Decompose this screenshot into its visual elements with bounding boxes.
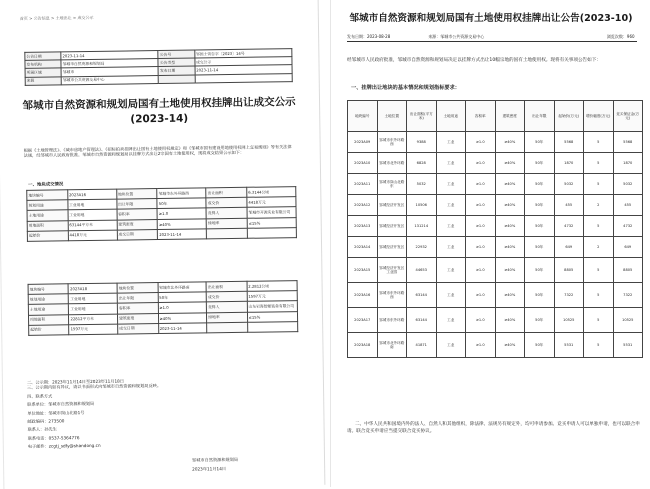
table-cell: ≥40% bbox=[495, 308, 525, 333]
table-cell: 2023A11 bbox=[348, 174, 378, 195]
parcel-field-label: 规划用途 bbox=[27, 200, 68, 211]
table-cell: 2023A18 bbox=[348, 333, 378, 358]
table-cell: 50年 bbox=[525, 333, 555, 358]
meta-value: 邹城市公共资源交易中心 bbox=[61, 75, 158, 85]
table-cell: ≥1.0 bbox=[466, 153, 496, 174]
right-publish-date: 发布日期：2023-08-28 bbox=[347, 34, 391, 39]
right-meta-line bbox=[347, 34, 637, 42]
table-cell: ≥40% bbox=[495, 333, 525, 358]
parcel-field-value: ≥1.0 bbox=[158, 302, 207, 313]
parcel-field-value: 63144平方米 bbox=[68, 220, 117, 231]
table-cell: ≥40% bbox=[495, 283, 525, 308]
parcel-field-value: 工业用地 bbox=[68, 199, 117, 210]
table-cell: 5 bbox=[584, 258, 614, 283]
table-cell: 50年 bbox=[525, 308, 555, 333]
table-cell: 邹城市东外环路 bbox=[377, 308, 407, 333]
table-cell: 50年 bbox=[525, 174, 555, 195]
table-cell: 5531 bbox=[613, 333, 643, 358]
table-header-cell: 土地位置 bbox=[377, 101, 407, 132]
table-cell: ≥1.0 bbox=[466, 216, 496, 237]
table-cell: 2023A16 bbox=[348, 283, 378, 308]
parcel-field-label: 规划用途 bbox=[28, 294, 69, 305]
parcel-field-label: 成交价 bbox=[206, 291, 247, 302]
parcel-field-label: 成交日期 bbox=[118, 323, 159, 334]
table-cell: 2023A09 bbox=[348, 132, 378, 153]
parcel-field-label: 竞得人 bbox=[206, 208, 247, 219]
parcel-field-label: 地块编号 bbox=[28, 284, 69, 295]
parcel-field-value: 50年 bbox=[157, 198, 206, 209]
table-cell: 10525 bbox=[613, 308, 643, 333]
table-cell: 50年 bbox=[525, 195, 555, 216]
parcel-field-label: 成交价 bbox=[206, 197, 247, 208]
table-cell: 1870 bbox=[554, 153, 584, 174]
table-cell: 2023A13 bbox=[348, 216, 378, 237]
table-cell: 455 bbox=[554, 195, 584, 216]
parcel-field-label: 起始价 bbox=[27, 231, 68, 242]
table-cell: 邹城市北外环路 bbox=[377, 153, 407, 174]
table-cell: 649 bbox=[554, 237, 584, 258]
table-cell: 5 bbox=[584, 132, 614, 153]
parcel-field-value: ≤15% bbox=[247, 311, 298, 322]
table-cell: 邹城经济开发区 bbox=[377, 237, 407, 258]
table-cell: ≥40% bbox=[495, 216, 525, 237]
parcel-field-label: 成交日期 bbox=[117, 229, 158, 240]
table-cell: ≥40% bbox=[495, 258, 525, 283]
parcel-field-value: ≥1.0 bbox=[157, 208, 206, 219]
table-cell: 22932 bbox=[407, 237, 437, 258]
meta-label: 公告日期 bbox=[25, 52, 61, 61]
parcel-field-label: 出让年限 bbox=[117, 293, 158, 304]
table-cell: 工业 bbox=[436, 216, 466, 237]
table-cell: 5 bbox=[584, 216, 614, 237]
right-parcel-table bbox=[347, 100, 643, 358]
parcel-field-value: 工业用地 bbox=[69, 293, 118, 304]
table-cell: 649 bbox=[613, 237, 643, 258]
parcel-field-label: 建筑密度 bbox=[118, 313, 159, 324]
table-cell: 7322 bbox=[554, 283, 584, 308]
table-cell: 455 bbox=[613, 195, 643, 216]
table-header-cell: 地块编号 bbox=[348, 101, 378, 132]
table-row bbox=[348, 333, 643, 358]
right-source: 来源：邹城市公共资源交易中心 bbox=[428, 34, 485, 39]
parcel-field-label: 绿地率 bbox=[206, 218, 247, 229]
parcel-field-label: 出让年限 bbox=[117, 199, 158, 210]
parcel-field-label: 地块位置 bbox=[116, 189, 157, 200]
table-cell: 63144 bbox=[407, 308, 437, 333]
table-cell: 2023A12 bbox=[348, 195, 378, 216]
parcel-field-value: ≥40% bbox=[157, 218, 206, 229]
table-cell: ≥40% bbox=[495, 174, 525, 195]
table-cell: ≥40% bbox=[495, 153, 525, 174]
breadcrumb: 首页 > 公告信息 > 土地出让 > 成交公示 bbox=[19, 14, 94, 21]
left-notes bbox=[27, 376, 298, 449]
parcel-field-value: ≤15% bbox=[247, 217, 296, 228]
parcel-field-value bbox=[247, 321, 298, 332]
right-title: 邹城市自然资源和规划局国有土地使用权挂牌出让公告(2023-10) bbox=[349, 13, 633, 24]
parcel-field-value: 邹城市北外环路南 bbox=[158, 282, 207, 293]
table-cell: 工业 bbox=[436, 132, 466, 153]
table-cell: ≥1.0 bbox=[466, 237, 496, 258]
meta-value: 2023-11-14 bbox=[61, 51, 158, 61]
parcel-field-label: 绿地率 bbox=[207, 312, 248, 323]
meta-label: 来源 bbox=[25, 76, 61, 85]
meta-label: 发布日期 bbox=[159, 66, 195, 75]
table-cell: 9388 bbox=[407, 132, 437, 153]
table-cell: ≥1.0 bbox=[466, 174, 496, 195]
left-note-line: 二、公示期：2023年11月14日至2023年11月18日 bbox=[26, 378, 125, 385]
left-section1-heading: 一、地块成交情况 bbox=[28, 182, 64, 188]
table-cell: 2 bbox=[584, 237, 614, 258]
table-row bbox=[348, 195, 643, 216]
table-cell: ≥40% bbox=[495, 237, 525, 258]
table-cell: 6828 bbox=[407, 153, 437, 174]
table-cell: 50年 bbox=[525, 153, 555, 174]
meta-label: 公告类型 bbox=[158, 58, 194, 67]
table-row bbox=[348, 132, 643, 153]
table-cell: 8805 bbox=[613, 258, 643, 283]
parcel-field-value: 邹城市开源实业有限公司 bbox=[247, 207, 296, 218]
table-cell: 工业 bbox=[436, 174, 466, 195]
table-row bbox=[348, 153, 643, 174]
table-cell: 工业 bbox=[436, 258, 466, 283]
table-cell: ≥1.0 bbox=[466, 132, 496, 153]
table-cell: 5 bbox=[584, 174, 614, 195]
table-cell: 7322 bbox=[613, 283, 643, 308]
parcel-field-label: 土地用途 bbox=[28, 304, 69, 315]
table-cell: 131214 bbox=[407, 216, 437, 237]
left-title-line2: (2023-14) bbox=[130, 112, 189, 126]
left-note-line: 三、公示期内如有异议，请以书面形式向邹城市自然资源和规划局反映。 bbox=[26, 383, 162, 391]
table-cell: 2023A15 bbox=[348, 258, 378, 283]
parcel-field-value: 邹城市东外环路西 bbox=[157, 188, 206, 199]
left-note-line: 四、联系方式 bbox=[27, 393, 53, 399]
left-note-line: 联系单位：邹城市自然资源和规划局 bbox=[27, 401, 95, 408]
left-intro-text: 根据《土地管理法》、《城市房地产管理法》、《招标拍卖挂牌出让国有土地使用权规定》和《邹城市国有建设用地使用权网上交易规则》等有关法律法规，经邹城市人民政府批准，邹城市自然资源和规划局以挂牌方式出让2宗国有土地使用权，现将成交结果公示如下： bbox=[23, 144, 292, 159]
left-parcel-table-2 bbox=[28, 280, 299, 336]
right-section1-heading: 一、挂牌出让地块的基本情况和规划指标要求： bbox=[351, 85, 460, 91]
table-cell: 5032 bbox=[554, 174, 584, 195]
parcel-field-label: 竞得人 bbox=[207, 302, 248, 313]
table-cell: 44653 bbox=[407, 258, 437, 283]
parcel-field-value: 2023-11-14 bbox=[158, 229, 207, 240]
parcel-field-label: 起始价 bbox=[29, 325, 70, 336]
right-note-paragraph: 二、中华人民共和国境内外的法人、自然人和其他组织，除法律、法规另有规定外，均可申请参加。竞买申请人可以单独申请，也可以联合申请。联合竞买申请应当提交联合竞买协议。 bbox=[347, 422, 640, 434]
meta-value: 2023-11-14 bbox=[195, 65, 293, 75]
meta-value: 成交公示 bbox=[195, 57, 293, 67]
table-cell: 4732 bbox=[613, 216, 643, 237]
table-header-cell: 容积率 bbox=[466, 101, 496, 132]
meta-label: 发布机构 bbox=[25, 60, 61, 69]
table-cell: 邹城市北外环路南 bbox=[377, 333, 407, 358]
parcel-field-label bbox=[207, 322, 248, 333]
table-cell: 50年 bbox=[525, 258, 555, 283]
parcel-field-value: 2.2812公顷 bbox=[247, 281, 298, 292]
table-cell: 工业 bbox=[436, 333, 466, 358]
table-cell: 工业 bbox=[436, 153, 466, 174]
right-intro-text: 经邹城市人民政府批准，邹城市自然资源和规划局决定以挂牌方式出让10幅宗地的国有土地使用权。现将有关事项公告如下： bbox=[347, 58, 601, 63]
table-cell: 1870 bbox=[613, 153, 643, 174]
left-note-line: 电子邮件：zcgtj_sdfy@shandong.cn bbox=[27, 443, 101, 450]
right-document bbox=[330, 0, 650, 487]
table-cell: 邹城市岗山北路东 bbox=[377, 174, 407, 195]
table-row bbox=[348, 258, 643, 283]
table-cell: 邹城市东外环路西 bbox=[377, 283, 407, 308]
table-cell: 邹城经济开发区工业园 bbox=[377, 258, 407, 283]
parcel-field-label: 容积率 bbox=[117, 209, 158, 220]
table-cell: 工业 bbox=[436, 283, 466, 308]
table-cell: 50年 bbox=[525, 237, 555, 258]
parcel-field-value: 50年 bbox=[158, 292, 207, 303]
parcel-field-label: 建筑密度 bbox=[117, 219, 158, 230]
table-cell: 4732 bbox=[554, 216, 584, 237]
parcel-field-value: 1597万元 bbox=[247, 291, 298, 302]
right-view-count: 浏览次数：960 bbox=[606, 34, 635, 39]
table-cell: 5 bbox=[584, 333, 614, 358]
left-note-line: 单位地址：邹城市岗山北路1号 bbox=[27, 409, 85, 416]
table-cell: 8805 bbox=[554, 258, 584, 283]
parcel-field-label: 用地面积 bbox=[28, 314, 69, 325]
table-cell: ≥40% bbox=[495, 195, 525, 216]
parcel-field-label: 用地面积 bbox=[27, 220, 68, 231]
meta-label bbox=[159, 75, 195, 84]
meta-label: 所属区域 bbox=[25, 68, 61, 77]
table-header-cell: 建筑密度 bbox=[495, 101, 525, 132]
table-cell: 工业 bbox=[436, 195, 466, 216]
table-cell: 50年 bbox=[525, 216, 555, 237]
parcel-field-label: 土地用途 bbox=[27, 210, 68, 221]
left-sign-date: 2023年11月14日 bbox=[192, 466, 227, 472]
parcel-field-label: 地块位置 bbox=[117, 283, 158, 294]
table-row bbox=[348, 174, 643, 195]
table-header-cell: 增价幅度(万元) bbox=[584, 101, 614, 132]
meta-value: 邹国土资告字〔2023〕14号 bbox=[194, 49, 292, 59]
table-cell: 5 bbox=[584, 153, 614, 174]
table-cell: ≥1.0 bbox=[466, 283, 496, 308]
parcel-field-value: 山东岩海智能装备有限公司 bbox=[247, 301, 298, 312]
table-cell: ≥1.0 bbox=[466, 195, 496, 216]
table-cell: 50年 bbox=[525, 132, 555, 153]
table-header-cell: 竞买保证金(万元) bbox=[613, 101, 643, 132]
parcel-field-label: 出让面积 bbox=[206, 281, 247, 292]
parcel-field-value: 2023A18 bbox=[68, 283, 117, 294]
table-cell: 2023A17 bbox=[348, 308, 378, 333]
parcel-field-label: 出让面积 bbox=[206, 187, 247, 198]
parcel-field-value: 4418万元 bbox=[68, 230, 117, 241]
table-cell: 2 bbox=[584, 195, 614, 216]
table-cell: 10525 bbox=[554, 308, 584, 333]
parcel-field-value: 2023-11-14 bbox=[158, 323, 207, 334]
right-notes bbox=[347, 422, 641, 438]
table-cell: 5 bbox=[584, 308, 614, 333]
table-row bbox=[348, 237, 643, 258]
left-meta-table bbox=[24, 48, 292, 85]
parcel-field-value: 1597万元 bbox=[69, 324, 118, 335]
table-cell: 5032 bbox=[613, 174, 643, 195]
left-note-line: 联系人：孙先生 bbox=[27, 426, 57, 433]
table-cell: ≥1.0 bbox=[466, 308, 496, 333]
parcel-field-value: 工业用地 bbox=[69, 303, 118, 314]
table-cell: 邹城经济开发区 bbox=[377, 195, 407, 216]
parcel-field-label bbox=[207, 228, 248, 239]
parcel-field-value: 6.3144公顷 bbox=[247, 187, 296, 198]
table-cell: 10506 bbox=[407, 195, 437, 216]
left-parcel-table-1 bbox=[26, 186, 297, 242]
table-cell: 41871 bbox=[407, 333, 437, 358]
table-cell: 邹城市东外环路西 bbox=[377, 132, 407, 153]
parcel-field-label: 容积率 bbox=[117, 303, 158, 314]
left-title-line1: 邹城市自然资源和规划局国有土地使用权挂牌出让成交公示 bbox=[22, 96, 296, 112]
table-cell: 邹城经济开发区 bbox=[377, 216, 407, 237]
table-row bbox=[348, 308, 643, 333]
table-cell: 63144 bbox=[407, 283, 437, 308]
table-cell: 5568 bbox=[613, 132, 643, 153]
table-cell: 5568 bbox=[554, 132, 584, 153]
table-cell: 5032 bbox=[407, 174, 437, 195]
table-row bbox=[348, 216, 643, 237]
left-signature bbox=[192, 456, 302, 472]
table-header-cell: 出让面积(平方米) bbox=[407, 101, 437, 132]
meta-label: 公告号 bbox=[158, 50, 194, 59]
table-header-cell: 土地用途 bbox=[436, 101, 466, 132]
left-sign-org: 邹城市自然资源和规划局 bbox=[191, 456, 239, 463]
meta-value: 邹城市 bbox=[61, 67, 158, 77]
table-cell: 2023A10 bbox=[348, 153, 378, 174]
left-note-line: 联系电话：0537-5364776 bbox=[27, 435, 80, 441]
table-row bbox=[348, 283, 643, 308]
table-header-cell: 出让年限 bbox=[525, 101, 555, 132]
table-cell: ≥1.0 bbox=[466, 258, 496, 283]
table-cell: 5531 bbox=[554, 333, 584, 358]
meta-value bbox=[195, 73, 293, 83]
table-cell: 2023A14 bbox=[348, 237, 378, 258]
table-cell: 5 bbox=[584, 283, 614, 308]
table-cell: 工业 bbox=[436, 308, 466, 333]
table-cell: ≥1.0 bbox=[466, 333, 496, 358]
meta-value: 邹城市自然资源和规划局 bbox=[61, 59, 158, 69]
table-cell: 工业 bbox=[436, 237, 466, 258]
table-cell: 50年 bbox=[525, 283, 555, 308]
left-note-line: 邮政编码：273500 bbox=[27, 418, 65, 424]
parcel-field-label: 地块编号 bbox=[27, 190, 68, 201]
parcel-field-value: 工业用地 bbox=[68, 209, 117, 220]
parcel-field-value: 2023A16 bbox=[67, 189, 116, 200]
parcel-field-value: 22812平方米 bbox=[69, 314, 118, 325]
table-header-cell: 起始价(万元) bbox=[554, 101, 584, 132]
table-cell: ≥40% bbox=[495, 132, 525, 153]
parcel-field-value: ≥40% bbox=[158, 312, 207, 323]
parcel-field-value: 4418万元 bbox=[247, 197, 296, 208]
parcel-field-value bbox=[247, 227, 296, 238]
